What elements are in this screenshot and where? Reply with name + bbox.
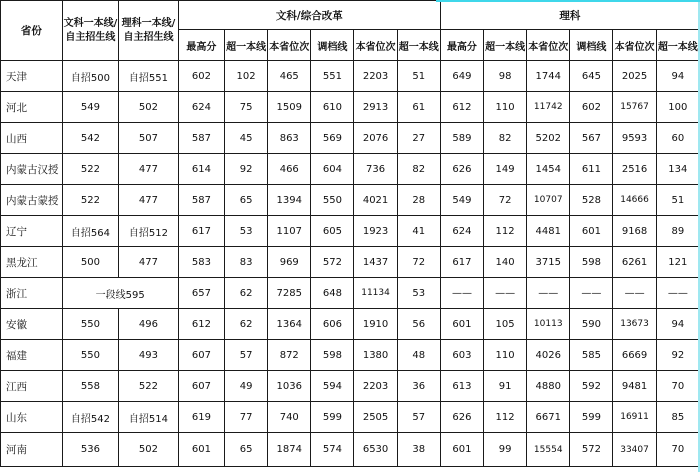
wen-line-cell: 自招564 [62, 216, 119, 247]
province-cell: 浙江 [1, 278, 63, 309]
wen-value-cell: 550 [311, 185, 354, 216]
li-value-cell: 9593 [613, 123, 656, 154]
wen-value-cell: 605 [311, 216, 354, 247]
wen-value-cell: 57 [397, 402, 440, 433]
wen-line-cell: 558 [62, 371, 119, 402]
wen-value-cell: 612 [178, 309, 224, 340]
li-line-cell: 477 [119, 154, 179, 185]
li-value-cell: 649 [440, 61, 483, 92]
province-cell: 河北 [1, 92, 63, 123]
wen-value-cell: 624 [178, 92, 224, 123]
li-value-cell: 612 [440, 92, 483, 123]
table-row [1, 340, 700, 371]
wen-line-cell: 550 [62, 309, 119, 340]
li-value-cell: 94 [656, 61, 699, 92]
li-value-cell: 4880 [527, 371, 570, 402]
province-cell: 福建 [1, 340, 63, 371]
li-value-cell: —— [484, 278, 527, 309]
wen-line-cell: 500 [62, 247, 119, 278]
header-li-over2: 超一本线 [656, 30, 699, 61]
li-value-cell: 100 [656, 92, 699, 123]
li-value-cell: 112 [484, 216, 527, 247]
li-line-cell: 507 [119, 123, 179, 154]
wen-value-cell: 102 [225, 61, 268, 92]
wen-value-cell: 48 [397, 340, 440, 371]
wen-value-cell: 583 [178, 247, 224, 278]
header-wen-line-label: 文科一本线/自主招生线 [63, 17, 118, 43]
wen-value-cell: 610 [311, 92, 354, 123]
header-li-rank: 本省位次 [527, 30, 570, 61]
li-value-cell: 599 [570, 402, 613, 433]
li-value-cell: 6669 [613, 340, 656, 371]
li-value-cell: 134 [656, 154, 699, 185]
header-province: 省份 [1, 1, 63, 61]
wen-value-cell: 969 [268, 247, 311, 278]
wen-value-cell: 36 [397, 371, 440, 402]
li-line-cell: 493 [119, 340, 179, 371]
li-value-cell: 567 [570, 123, 613, 154]
li-value-cell: 589 [440, 123, 483, 154]
li-value-cell: 94 [656, 309, 699, 340]
header-li-group: 理科 [440, 1, 699, 30]
li-value-cell: 89 [656, 216, 699, 247]
province-cell: 江西 [1, 371, 63, 402]
wen-value-cell: 6530 [354, 433, 397, 467]
li-value-cell: 528 [570, 185, 613, 216]
wen-line-cell: 542 [62, 123, 119, 154]
wen-value-cell: 872 [268, 340, 311, 371]
province-cell: 天津 [1, 61, 63, 92]
wen-value-cell: 1394 [268, 185, 311, 216]
wen-value-cell: 863 [268, 123, 311, 154]
wen-value-cell: 614 [178, 154, 224, 185]
header-wen-over2: 超一本线 [397, 30, 440, 61]
top-accent-line [436, 0, 700, 2]
li-line-cell: 477 [119, 247, 179, 278]
province-cell: 辽宁 [1, 216, 63, 247]
wen-value-cell: 587 [178, 123, 224, 154]
table-row [1, 247, 700, 278]
wen-value-cell: 648 [311, 278, 354, 309]
wen-value-cell: 49 [225, 371, 268, 402]
li-line-cell: 502 [119, 433, 179, 467]
wen-value-cell: 41 [397, 216, 440, 247]
li-value-cell: 82 [484, 123, 527, 154]
li-value-cell: —— [656, 278, 699, 309]
wen-line-cell: 522 [62, 154, 119, 185]
table-row [1, 278, 700, 309]
li-value-cell: 4026 [527, 340, 570, 371]
wen-value-cell: 736 [354, 154, 397, 185]
li-value-cell: 15554 [527, 433, 570, 467]
wen-value-cell: 57 [225, 340, 268, 371]
wen-value-cell: 1437 [354, 247, 397, 278]
li-value-cell: 10113 [527, 309, 570, 340]
wen-value-cell: 4021 [354, 185, 397, 216]
wen-value-cell: 599 [311, 402, 354, 433]
wen-line-cell: 自招500 [62, 61, 119, 92]
li-value-cell: 598 [570, 247, 613, 278]
li-value-cell: 98 [484, 61, 527, 92]
wen-value-cell: 27 [397, 123, 440, 154]
li-line-cell: 自招512 [119, 216, 179, 247]
li-value-cell: 15767 [613, 92, 656, 123]
li-value-cell: 11742 [527, 92, 570, 123]
province-cell: 安徽 [1, 309, 63, 340]
header-li-file: 调档线 [570, 30, 613, 61]
wen-value-cell: 465 [268, 61, 311, 92]
header-li-line-label: 理科一本线/自主招生线 [121, 17, 176, 43]
li-value-cell: 4481 [527, 216, 570, 247]
wen-line-cell: 自招542 [62, 402, 119, 433]
wen-value-cell: 53 [397, 278, 440, 309]
wen-value-cell: 551 [311, 61, 354, 92]
wen-value-cell: 2203 [354, 371, 397, 402]
li-value-cell: 626 [440, 402, 483, 433]
table-row [1, 92, 700, 123]
wen-value-cell: 569 [311, 123, 354, 154]
wen-line-cell: 549 [62, 92, 119, 123]
li-value-cell: 72 [484, 185, 527, 216]
wen-value-cell: 1036 [268, 371, 311, 402]
wen-value-cell: 56 [397, 309, 440, 340]
wen-value-cell: 92 [225, 154, 268, 185]
header-wen-max: 最高分 [178, 30, 224, 61]
wen-value-cell: 45 [225, 123, 268, 154]
li-value-cell: 51 [656, 185, 699, 216]
wen-value-cell: 28 [397, 185, 440, 216]
li-value-cell: 6261 [613, 247, 656, 278]
li-line-cell: 502 [119, 92, 179, 123]
li-value-cell: 9168 [613, 216, 656, 247]
province-cell: 内蒙古汉授 [1, 154, 63, 185]
header-li-max: 最高分 [440, 30, 483, 61]
wen-value-cell: 1509 [268, 92, 311, 123]
li-value-cell: 10707 [527, 185, 570, 216]
wen-value-cell: 1923 [354, 216, 397, 247]
li-value-cell: 626 [440, 154, 483, 185]
li-value-cell: 110 [484, 92, 527, 123]
wen-value-cell: 572 [311, 247, 354, 278]
wen-line-cell: 550 [62, 340, 119, 371]
li-value-cell: 601 [440, 309, 483, 340]
wen-value-cell: 72 [397, 247, 440, 278]
table-row [1, 433, 700, 467]
wen-value-cell: 1910 [354, 309, 397, 340]
li-value-cell: 13673 [613, 309, 656, 340]
wen-value-cell: 606 [311, 309, 354, 340]
li-value-cell: 91 [484, 371, 527, 402]
header-li-over: 超一本线 [484, 30, 527, 61]
wen-value-cell: 574 [311, 433, 354, 467]
wen-value-cell: 82 [397, 154, 440, 185]
li-value-cell: 92 [656, 340, 699, 371]
wen-value-cell: 1107 [268, 216, 311, 247]
header-wen-line [62, 1, 119, 61]
wen-value-cell: 62 [225, 309, 268, 340]
wen-value-cell: 587 [178, 185, 224, 216]
table-row [1, 185, 700, 216]
li-line-cell: 496 [119, 309, 179, 340]
wen-value-cell: 594 [311, 371, 354, 402]
wen-value-cell: 65 [225, 185, 268, 216]
li-value-cell: 592 [570, 371, 613, 402]
li-value-cell: 2025 [613, 61, 656, 92]
wen-value-cell: 62 [225, 278, 268, 309]
wen-line-cell: 522 [62, 185, 119, 216]
wen-value-cell: 7285 [268, 278, 311, 309]
table-row [1, 309, 700, 340]
line-cell-merged: 一段线595 [62, 278, 178, 309]
wen-value-cell: 61 [397, 92, 440, 123]
li-value-cell: 140 [484, 247, 527, 278]
table-row [1, 216, 700, 247]
wen-value-cell: 1364 [268, 309, 311, 340]
wen-value-cell: 65 [225, 433, 268, 467]
li-value-cell: 603 [440, 340, 483, 371]
table-row [1, 123, 700, 154]
li-line-cell: 自招514 [119, 402, 179, 433]
wen-value-cell: 607 [178, 340, 224, 371]
li-value-cell: 590 [570, 309, 613, 340]
li-value-cell: 602 [570, 92, 613, 123]
wen-value-cell: 466 [268, 154, 311, 185]
li-value-cell: 6671 [527, 402, 570, 433]
wen-value-cell: 604 [311, 154, 354, 185]
header-li-rank2: 本省位次 [613, 30, 656, 61]
li-value-cell: 624 [440, 216, 483, 247]
wen-value-cell: 2076 [354, 123, 397, 154]
li-value-cell: —— [527, 278, 570, 309]
wen-value-cell: 601 [178, 433, 224, 467]
li-value-cell: 613 [440, 371, 483, 402]
wen-value-cell: 53 [225, 216, 268, 247]
wen-value-cell: 38 [397, 433, 440, 467]
wen-value-cell: 607 [178, 371, 224, 402]
province-cell: 黑龙江 [1, 247, 63, 278]
li-line-cell: 自招551 [119, 61, 179, 92]
li-line-cell: 522 [119, 371, 179, 402]
li-value-cell: 70 [656, 371, 699, 402]
header-wen-group: 文科/综合改革 [178, 1, 440, 30]
header-wen-over: 超一本线 [225, 30, 268, 61]
wen-value-cell: 1874 [268, 433, 311, 467]
li-value-cell: 601 [440, 433, 483, 467]
li-value-cell: 33407 [613, 433, 656, 467]
table-row [1, 61, 700, 92]
wen-value-cell: 51 [397, 61, 440, 92]
wen-value-cell: 75 [225, 92, 268, 123]
province-cell: 河南 [1, 433, 63, 467]
li-value-cell: 105 [484, 309, 527, 340]
wen-value-cell: 83 [225, 247, 268, 278]
wen-value-cell: 617 [178, 216, 224, 247]
wen-value-cell: 1380 [354, 340, 397, 371]
li-value-cell: 585 [570, 340, 613, 371]
li-line-cell: 477 [119, 185, 179, 216]
table-row [1, 154, 700, 185]
wen-value-cell: 2203 [354, 61, 397, 92]
li-value-cell: 2516 [613, 154, 656, 185]
li-value-cell: 99 [484, 433, 527, 467]
li-value-cell: —— [570, 278, 613, 309]
wen-value-cell: 657 [178, 278, 224, 309]
wen-value-cell: 602 [178, 61, 224, 92]
li-value-cell: 1744 [527, 61, 570, 92]
wen-value-cell: 598 [311, 340, 354, 371]
li-value-cell: 85 [656, 402, 699, 433]
li-value-cell: 5202 [527, 123, 570, 154]
header-wen-file: 调档线 [311, 30, 354, 61]
province-cell: 山东 [1, 402, 63, 433]
li-value-cell: 60 [656, 123, 699, 154]
li-value-cell: 645 [570, 61, 613, 92]
li-value-cell: 611 [570, 154, 613, 185]
li-value-cell: 16911 [613, 402, 656, 433]
li-value-cell: 572 [570, 433, 613, 467]
header-wen-rank2: 本省位次 [354, 30, 397, 61]
wen-value-cell: 740 [268, 402, 311, 433]
wen-value-cell: 619 [178, 402, 224, 433]
province-cell: 山西 [1, 123, 63, 154]
table-row [1, 402, 700, 433]
li-value-cell: 3715 [527, 247, 570, 278]
wen-line-cell: 536 [62, 433, 119, 467]
header-li-line [119, 1, 179, 61]
wen-value-cell: 2913 [354, 92, 397, 123]
province-cell: 内蒙古蒙授 [1, 185, 63, 216]
li-value-cell: 601 [570, 216, 613, 247]
wen-value-cell: 11134 [354, 278, 397, 309]
wen-value-cell: 2505 [354, 402, 397, 433]
li-value-cell: 549 [440, 185, 483, 216]
li-value-cell: —— [613, 278, 656, 309]
li-value-cell: 112 [484, 402, 527, 433]
li-value-cell: —— [440, 278, 483, 309]
li-value-cell: 14666 [613, 185, 656, 216]
li-value-cell: 1454 [527, 154, 570, 185]
li-value-cell: 9481 [613, 371, 656, 402]
li-value-cell: 110 [484, 340, 527, 371]
header-wen-rank: 本省位次 [268, 30, 311, 61]
li-value-cell: 617 [440, 247, 483, 278]
wen-value-cell: 77 [225, 402, 268, 433]
li-value-cell: 70 [656, 433, 699, 467]
li-value-cell: 121 [656, 247, 699, 278]
header-row-1 [1, 1, 700, 30]
table-row [1, 371, 700, 402]
li-value-cell: 149 [484, 154, 527, 185]
